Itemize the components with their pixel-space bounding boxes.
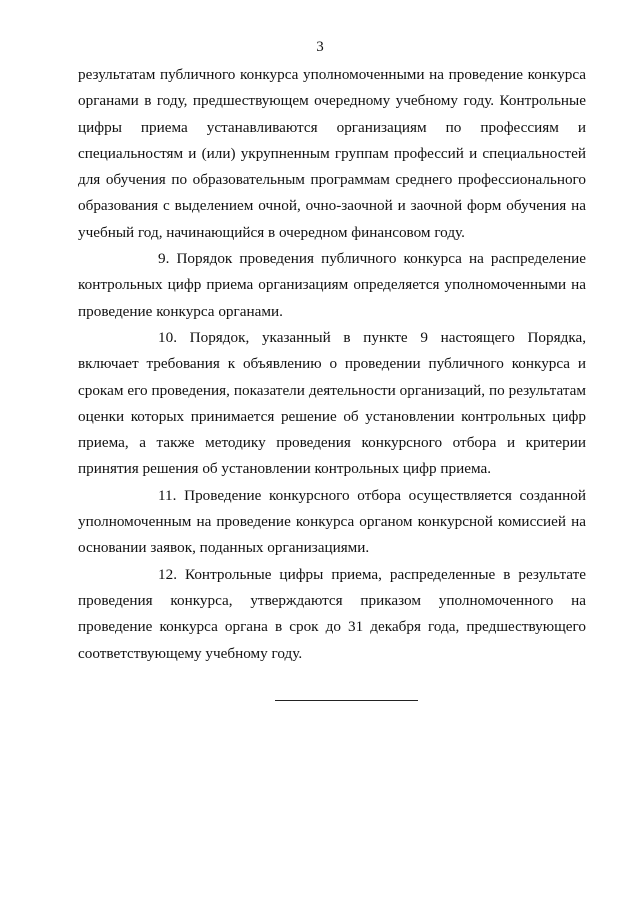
paragraph-item-9 bbox=[78, 246, 586, 325]
paragraph-item-12 bbox=[78, 562, 586, 667]
paragraph-text: результатам публичного конкурса уполномоченными на проведение конкурса органами в году, предшествующем очередному учебному году. Контрольные цифры приема устанавливаются организациям по профессиям и специальностям и (или) укрупненным группам профессий и специальностей для обучения по образовательным программам среднего профессионального образования с выделением очной, очно-заочной и заочной форм обучения на учебный год, начинающийся в очередном финансовом году. bbox=[78, 66, 586, 241]
document-body bbox=[78, 62, 586, 667]
paragraph-number: 11. bbox=[158, 486, 177, 504]
paragraph-item-10 bbox=[78, 325, 586, 483]
paragraph-text: Порядок проведения публичного конкурса на распределение контрольных цифр приема организациям определяется уполномоченными на проведение конкурса органами. bbox=[78, 250, 586, 320]
paragraph-number: 9. bbox=[158, 250, 170, 268]
paragraph-number: 12. bbox=[158, 565, 177, 583]
paragraph-continuation bbox=[78, 62, 586, 246]
paragraph-text: Порядок, указанный в пункте 9 настоящего Порядка, включает требования к объявлению о проведении публичного конкурса и срокам его проведения, показатели деятельности организаций, по результатам оценки которых принимается решение об установлении контрольных цифр приема, а также методику проведения конкурсного отбора и критерии принятия решения об установлении контрольных цифр приема. bbox=[78, 328, 587, 478]
end-divider bbox=[275, 700, 418, 701]
paragraph-text: Проведение конкурсного отбора осуществляется созданной уполномоченным на проведение конкурса органом конкурсной комиссией на основании заявок, поданных организациями. bbox=[78, 486, 586, 557]
page-number: 3 bbox=[316, 39, 324, 55]
paragraph-text: Контрольные цифры приема, распределенные в результате проведения конкурса, утверждаются приказом уполномоченного на проведение конкурса органа в срок до 31 декабря года, предшествующего соответствующему учебному году. bbox=[78, 565, 586, 662]
paragraph-item-11 bbox=[78, 483, 586, 562]
paragraph-number: 10. bbox=[158, 328, 177, 346]
